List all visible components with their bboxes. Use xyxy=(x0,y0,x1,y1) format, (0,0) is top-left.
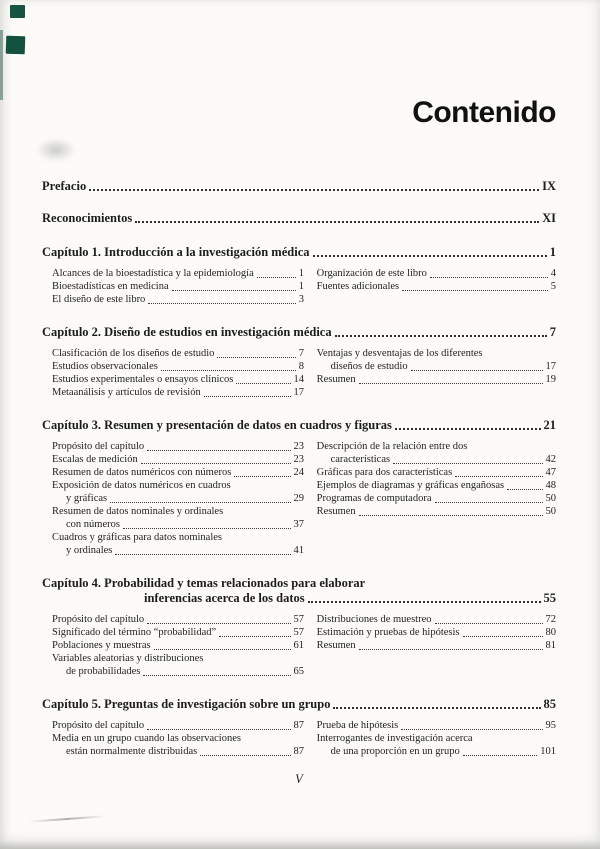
dot-leader xyxy=(200,755,290,756)
entry-page-number: 23 xyxy=(293,441,304,452)
entry-text: Fuentes adicionales xyxy=(316,281,400,292)
entry-page-number: 1 xyxy=(298,281,304,292)
entry-page-number: 48 xyxy=(545,480,556,491)
toc-row xyxy=(317,492,556,505)
entry-text: Gráficas para dos características xyxy=(316,467,453,478)
toc-entry xyxy=(52,639,304,652)
toc-row xyxy=(52,386,304,399)
toc-row xyxy=(317,613,556,626)
entry-page-number: 41 xyxy=(293,545,304,556)
entry-text: y ordinales xyxy=(66,545,113,556)
entry-page-number: 95 xyxy=(545,720,556,731)
toc-row xyxy=(52,665,304,678)
dot-leader xyxy=(236,383,290,384)
toc-row xyxy=(52,492,304,505)
toc-entry xyxy=(52,531,304,557)
entry-page-number: 72 xyxy=(545,614,556,625)
entry-line: Cuadros y gráficas para datos nominales xyxy=(52,532,222,543)
entry-page-number: 57 xyxy=(293,627,304,638)
entry-text: Estimación y pruebas de hipótesis xyxy=(316,627,460,638)
chapter-title-line-1: Capítulo 4. Probabilidad y temas relacionados para elaborar xyxy=(42,576,366,590)
entry-text: de una proporción en un grupo xyxy=(330,746,460,757)
toc-entry xyxy=(52,719,304,732)
entry-text: Clasificación de los diseños de estudio xyxy=(52,348,215,359)
dot-leader xyxy=(401,729,542,730)
entry-page-number: IX xyxy=(542,179,556,193)
entry-page-number: 80 xyxy=(545,627,556,638)
toc-entry xyxy=(317,505,556,518)
toc-row xyxy=(52,626,304,639)
toc-row xyxy=(317,453,556,466)
front-matter-entry xyxy=(42,178,556,194)
toc-column-left xyxy=(52,719,304,758)
dot-leader xyxy=(455,476,542,477)
dot-leader xyxy=(463,636,543,637)
dot-leader xyxy=(161,370,296,371)
entry-line: Resumen de datos nominales y ordinales xyxy=(52,506,224,517)
dot-leader xyxy=(154,649,291,650)
toc-entry xyxy=(317,466,556,479)
toc-column-right xyxy=(317,719,556,758)
entry-page-number: 65 xyxy=(293,666,304,677)
toc-row xyxy=(52,518,304,531)
dot-leader xyxy=(359,515,543,516)
toc-row xyxy=(317,505,556,518)
chapter-columns xyxy=(42,440,556,557)
chapter-section xyxy=(42,418,556,557)
entry-page-number: 8 xyxy=(298,361,304,372)
dot-leader xyxy=(147,450,290,451)
chapter-heading xyxy=(42,418,556,433)
entry-text: Resumen xyxy=(316,640,356,651)
toc-row xyxy=(52,347,304,360)
dot-leader xyxy=(143,675,290,676)
dot-leader xyxy=(204,396,291,397)
toc-row xyxy=(317,360,556,373)
dot-leader xyxy=(219,636,290,637)
toc-row xyxy=(317,466,556,479)
scan-artifact-bottom-shadow xyxy=(0,840,600,849)
dot-leader xyxy=(395,428,541,430)
dot-leader xyxy=(89,189,539,191)
entry-page-number: 7 xyxy=(549,325,556,339)
entry-line: Media en un grupo cuando las observaciones xyxy=(52,733,241,744)
toc-entry xyxy=(317,479,556,492)
toc-row xyxy=(317,626,556,639)
toc-column-right xyxy=(317,440,556,557)
dot-leader xyxy=(411,370,543,371)
entry-text: Resumen xyxy=(316,506,356,517)
toc-entry xyxy=(52,440,304,453)
toc-entry xyxy=(52,386,304,399)
entry-text: y gráficas xyxy=(66,493,108,504)
folio-page-number: V xyxy=(295,772,303,786)
dot-leader xyxy=(430,277,548,278)
toc-entry xyxy=(317,440,556,466)
entry-page-number: 81 xyxy=(545,640,556,651)
dot-leader xyxy=(359,383,543,384)
toc-entry xyxy=(52,347,304,360)
page-title: Contenido xyxy=(412,96,556,129)
entry-page-number: 1 xyxy=(549,245,556,259)
toc-row xyxy=(317,373,556,386)
entry-page-number: 19 xyxy=(545,374,556,385)
entry-text: Propósito del capítulo xyxy=(52,614,145,625)
chapter-section xyxy=(42,697,556,758)
chapter-columns xyxy=(42,613,556,678)
entry-page-number: XI xyxy=(542,211,556,225)
chapter-heading xyxy=(42,697,556,712)
entry-line: Descripción de la relación entre dos xyxy=(316,441,468,452)
entry-line: Interrogantes de investigación acerca xyxy=(316,733,473,744)
toc-row xyxy=(42,325,556,340)
entry-page-number: 17 xyxy=(545,361,556,372)
toc-row xyxy=(52,280,304,293)
entry-text: Estudios experimentales o ensayos clínicos xyxy=(52,374,234,385)
chapter-title-line-2: inferencias acerca de los datos xyxy=(144,591,305,605)
entry-page-number: 14 xyxy=(293,374,304,385)
toc-row xyxy=(52,453,304,466)
entry-text: El diseño de este libro xyxy=(52,294,146,305)
chapter-columns xyxy=(42,719,556,758)
entry-text: Poblaciones y muestras xyxy=(52,640,151,651)
entry-page-number: 101 xyxy=(540,746,556,757)
entry-text: Propósito del capítulo xyxy=(52,720,145,731)
entry-page-number: 87 xyxy=(293,746,304,757)
toc-column-left xyxy=(52,613,304,678)
dot-leader xyxy=(435,623,543,624)
dot-leader xyxy=(257,277,296,278)
toc-entry xyxy=(52,373,304,386)
entry-text: Escalas de medición xyxy=(52,454,138,465)
toc-row xyxy=(317,479,556,492)
toc-row xyxy=(317,267,556,280)
toc-row xyxy=(52,440,304,453)
scan-artifact-scratch xyxy=(28,815,106,822)
chapter-title: Capítulo 2. Diseño de estudios en investigación médica xyxy=(42,325,332,339)
entry-line: Variables aleatorias y distribuciones xyxy=(52,653,204,664)
entry-text: están normalmente distribuidas xyxy=(66,746,198,757)
dot-leader xyxy=(463,755,537,756)
entry-text: Programas de computadora xyxy=(316,493,432,504)
chapter-title: Capítulo 5. Preguntas de investigación sobre un grupo xyxy=(42,697,331,711)
dot-leader xyxy=(402,290,548,291)
toc-entry xyxy=(317,347,556,373)
chapter-section xyxy=(42,576,556,678)
entry-page-number: 4 xyxy=(550,268,556,279)
toc-row xyxy=(52,639,304,652)
toc-column-left xyxy=(52,347,304,399)
entry-text: Ejemplos de diagramas y gráficas engañosas xyxy=(316,480,505,491)
entry-page-number: 61 xyxy=(293,640,304,651)
toc-row xyxy=(317,639,556,652)
chapter-columns xyxy=(42,267,556,306)
entry-page-number: 55 xyxy=(543,591,556,605)
toc-entry xyxy=(317,373,556,386)
toc-row xyxy=(52,719,304,732)
toc-entry xyxy=(52,466,304,479)
toc-row xyxy=(52,544,304,557)
toc-row xyxy=(52,466,304,479)
toc-row xyxy=(52,373,304,386)
toc-entry xyxy=(52,652,304,678)
entry-page-number: 24 xyxy=(293,467,304,478)
entry-text: Alcances de la bioestadística y la epidemiología xyxy=(52,268,254,279)
toc-entry xyxy=(317,626,556,639)
chapter-section xyxy=(42,245,556,306)
front-matter-entry xyxy=(42,210,556,226)
dot-leader xyxy=(393,463,542,464)
entry-text: Significado del término “probabilidad” xyxy=(52,627,217,638)
toc-row xyxy=(52,293,304,306)
toc-entry xyxy=(317,639,556,652)
toc-entry xyxy=(52,293,304,306)
dot-leader xyxy=(217,357,295,358)
dot-leader xyxy=(123,528,291,529)
entry-text: Resumen xyxy=(316,374,356,385)
toc-row xyxy=(42,418,556,433)
entry-text: Organización de este libro xyxy=(316,268,427,279)
toc-entry xyxy=(317,613,556,626)
entry-text: Estudios observacionales xyxy=(52,361,158,372)
chapter-title: Capítulo 3. Resumen y presentación de datos en cuadros y figuras xyxy=(42,418,392,432)
entry-page-number: 3 xyxy=(298,294,304,305)
toc-row xyxy=(52,267,304,280)
chapter-heading xyxy=(42,245,556,260)
entry-page-number: 50 xyxy=(545,493,556,504)
toc-entry xyxy=(52,732,304,758)
dot-leader xyxy=(147,729,290,730)
toc-row xyxy=(42,697,556,712)
toc-entry xyxy=(52,613,304,626)
entry-page-number: 29 xyxy=(293,493,304,504)
front-matter-label: Prefacio xyxy=(42,179,87,193)
entry-page-number: 50 xyxy=(545,506,556,517)
entry-text: Prueba de hipótesis xyxy=(316,720,399,731)
dot-leader xyxy=(234,476,290,477)
toc-row xyxy=(42,591,556,606)
dot-leader xyxy=(141,463,291,464)
toc-entry xyxy=(52,479,304,505)
entry-page-number: 7 xyxy=(298,348,304,359)
chapter-heading xyxy=(42,325,556,340)
entry-text: Resumen de datos numéricos con números xyxy=(52,467,232,478)
toc-column-right xyxy=(317,613,556,678)
dot-leader xyxy=(115,554,290,555)
toc-column-right xyxy=(317,267,556,306)
entry-text: características xyxy=(330,454,391,465)
entry-text: diseños de estudio xyxy=(330,361,408,372)
toc-row xyxy=(42,245,556,260)
entry-page-number: 42 xyxy=(545,454,556,465)
toc-row xyxy=(52,613,304,626)
entry-page-number: 21 xyxy=(543,418,556,432)
front-matter-list xyxy=(42,178,556,226)
entry-text: Bioestadísticas en medicina xyxy=(52,281,169,292)
toc-entry xyxy=(317,280,556,293)
toc-row xyxy=(317,745,556,758)
toc-entry xyxy=(52,280,304,293)
entry-page-number: 57 xyxy=(293,614,304,625)
toc-entry xyxy=(52,267,304,280)
dot-leader xyxy=(335,335,547,337)
entry-page-number: 47 xyxy=(545,467,556,478)
entry-page-number: 37 xyxy=(293,519,304,530)
dot-leader xyxy=(110,502,290,503)
toc-row xyxy=(317,280,556,293)
dot-leader xyxy=(148,303,295,304)
dot-leader xyxy=(359,649,543,650)
toc-entry xyxy=(317,267,556,280)
entry-page-number: 23 xyxy=(293,454,304,465)
dot-leader xyxy=(507,489,542,490)
toc-entry xyxy=(52,453,304,466)
entry-page-number: 5 xyxy=(550,281,556,292)
chapter-title: Capítulo 1. Introducción a la investigación médica xyxy=(42,245,310,259)
chapter-section xyxy=(42,325,556,399)
toc-entry xyxy=(52,626,304,639)
entry-line: Ventajas y desventajas de los diferentes xyxy=(316,348,483,359)
entry-text: Metaanálisis y artículos de revisión xyxy=(52,387,201,398)
entry-page-number: 85 xyxy=(543,697,556,711)
chapter-columns xyxy=(42,347,556,399)
dot-leader xyxy=(135,221,539,223)
front-matter-label: Reconocimientos xyxy=(42,211,133,225)
dot-leader xyxy=(308,601,541,603)
toc-row xyxy=(52,745,304,758)
toc-entry xyxy=(52,505,304,531)
toc-entry xyxy=(317,719,556,732)
entry-page-number: 1 xyxy=(298,268,304,279)
toc-column-right xyxy=(317,347,556,399)
entry-text: de probabilidades xyxy=(66,666,141,677)
chapter-list xyxy=(42,245,556,758)
chapter-heading xyxy=(42,576,556,606)
toc-row xyxy=(317,719,556,732)
toc-entry xyxy=(52,360,304,373)
entry-page-number: 17 xyxy=(293,387,304,398)
toc-row xyxy=(52,360,304,373)
entry-text: con números xyxy=(66,519,120,530)
toc-column-left xyxy=(52,440,304,557)
dot-leader xyxy=(172,290,296,291)
toc-column-left xyxy=(52,267,304,306)
entry-page-number: 87 xyxy=(293,720,304,731)
dot-leader xyxy=(435,502,543,503)
toc-entry xyxy=(317,732,556,758)
entry-text: Propósito del capítulo xyxy=(52,441,145,452)
entry-line: Exposición de datos numéricos en cuadros xyxy=(52,480,231,491)
entry-text: Distribuciones de muestreo xyxy=(316,614,432,625)
dot-leader xyxy=(333,707,540,709)
dot-leader xyxy=(147,623,290,624)
toc-entry xyxy=(317,492,556,505)
dot-leader xyxy=(313,255,547,257)
